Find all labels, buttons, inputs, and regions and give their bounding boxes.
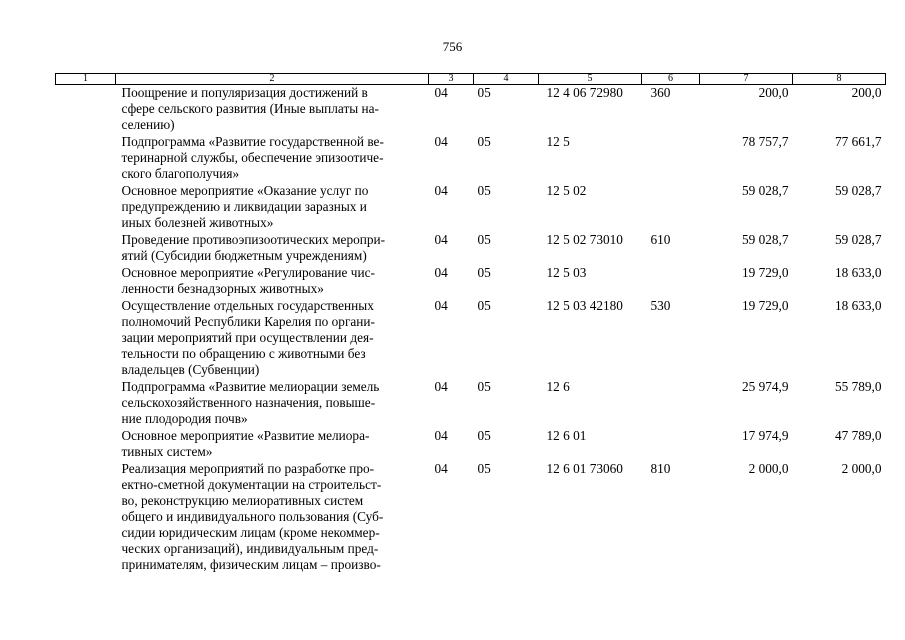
amount-year2-cell: 18 633,0	[834, 298, 882, 313]
item-name-cell	[116, 265, 429, 298]
item-name-line: Основное мероприятие «Развитие мелиора-	[121, 428, 370, 443]
item-name-line: владельцев (Субвенции)	[121, 362, 260, 377]
amount-year2-cell: 47 789,0	[834, 428, 882, 443]
item-name-line: зации мероприятий при осуществлении дея-	[121, 330, 374, 345]
section-code-cell: 04	[434, 298, 448, 313]
row-number-cell	[56, 379, 116, 428]
table-row	[56, 85, 886, 135]
item-name-line: селению)	[121, 117, 175, 132]
item-name-line: сельскохозяйственного назначения, повыше-	[121, 395, 376, 410]
target-article-cell: 12 6 01	[546, 428, 587, 443]
item-name-cell	[116, 461, 429, 574]
expense-type-cell: 360	[650, 85, 671, 100]
item-name-line: Проведение противоэпизоотических меропри-	[121, 232, 386, 247]
target-article-cell: 12 4 06 72980	[546, 85, 623, 100]
expense-type-cell	[642, 134, 700, 183]
item-name-line: Подпрограмма «Развитие мелиорации земель	[121, 379, 380, 394]
section-code-cell: 04	[434, 265, 448, 280]
subsection-code-cell: 05	[477, 85, 491, 100]
subsection-code-cell: 05	[477, 379, 491, 394]
amount-year2-cell: 18 633,0	[834, 265, 882, 280]
amount-year1-cell: 59 028,7	[741, 232, 789, 247]
item-name-cell	[116, 85, 429, 135]
item-name-line: ленности безнадзорных животных»	[121, 281, 324, 296]
target-article-cell: 12 5 03	[546, 265, 587, 280]
amount-year1-cell: 59 028,7	[741, 183, 789, 198]
table-row	[56, 379, 886, 428]
row-number-cell	[56, 461, 116, 574]
item-name-line: Осуществление отдельных государственных	[121, 298, 374, 313]
amount-year2-cell: 200,0	[851, 85, 882, 100]
table-body	[56, 85, 886, 575]
amount-year1-cell: 200,0	[758, 85, 789, 100]
item-name-line: ятий (Субсидии бюджетным учреждениям)	[121, 248, 367, 263]
column-header-2: 2	[116, 74, 429, 85]
item-name-line: принимателям, физическим лицам – произво-	[121, 557, 381, 572]
expense-type-cell: 530	[650, 298, 671, 313]
item-name-line: общего и индивидуального пользования (Суб-	[121, 509, 384, 524]
item-name-line: ческих организаций), индивидуальным пред-	[121, 541, 379, 556]
item-name-line: Поощрение и популяризация достижений в	[121, 85, 368, 100]
item-name-line: иных болезней животных»	[121, 215, 274, 230]
item-name-line: полномочий Республики Карелия по органи-	[121, 314, 375, 329]
section-code-cell: 04	[434, 183, 448, 198]
item-name-line: Основное мероприятие «Регулирование чис-	[121, 265, 375, 280]
item-name-cell	[116, 298, 429, 379]
table-row	[56, 232, 886, 265]
section-code-cell: 04	[434, 461, 448, 476]
subsection-code-cell: 05	[477, 461, 491, 476]
amount-year2-cell: 59 028,7	[834, 232, 882, 247]
subsection-code-cell: 05	[477, 298, 491, 313]
column-number-header-row	[56, 74, 886, 85]
target-article-cell: 12 5 02	[546, 183, 587, 198]
item-name-line: Основное мероприятие «Оказание услуг по	[121, 183, 369, 198]
row-number-cell	[56, 134, 116, 183]
target-article-cell: 12 6	[546, 379, 570, 394]
column-header-3: 3	[429, 74, 474, 85]
section-code-cell: 04	[434, 134, 448, 149]
row-number-cell	[56, 232, 116, 265]
section-code-cell: 04	[434, 232, 448, 247]
amount-year2-cell: 77 661,7	[834, 134, 882, 149]
row-number-cell	[56, 265, 116, 298]
subsection-code-cell: 05	[477, 232, 491, 247]
amount-year2-cell: 59 028,7	[834, 183, 882, 198]
column-header-4: 4	[474, 74, 539, 85]
amount-year2-cell: 55 789,0	[834, 379, 882, 394]
table-row	[56, 265, 886, 298]
item-name-line: Подпрограмма «Развитие государственной ве-	[121, 134, 384, 149]
target-article-cell: 12 6 01 73060	[546, 461, 623, 476]
page-number: 756	[442, 39, 463, 54]
item-name-line: тивных систем»	[121, 444, 213, 459]
expense-type-cell	[642, 183, 700, 232]
item-name-cell	[116, 183, 429, 232]
expense-type-cell	[642, 265, 700, 298]
table-row	[56, 298, 886, 379]
item-name-line: предупреждению и ликвидации заразных и	[121, 199, 367, 214]
target-article-cell: 12 5 03 42180	[546, 298, 623, 313]
expense-type-cell	[642, 428, 700, 461]
budget-table	[55, 73, 886, 574]
table-row	[56, 134, 886, 183]
amount-year1-cell: 17 974,9	[741, 428, 789, 443]
amount-year1-cell: 19 729,0	[741, 298, 789, 313]
subsection-code-cell: 05	[477, 428, 491, 443]
row-number-cell	[56, 183, 116, 232]
item-name-line: ектно-сметной документации на строительст-	[121, 477, 382, 492]
expense-type-cell	[642, 379, 700, 428]
item-name-line: сфере сельского развития (Иные выплаты на-	[121, 101, 379, 116]
item-name-line: ние плодородия почв»	[121, 411, 248, 426]
item-name-line: тельности по обращению с животными без	[121, 346, 366, 361]
item-name-line: ского благополучия»	[121, 166, 240, 181]
row-number-cell	[56, 85, 116, 135]
target-article-cell: 12 5	[546, 134, 570, 149]
row-number-cell	[56, 428, 116, 461]
amount-year1-cell: 25 974,9	[741, 379, 789, 394]
item-name-cell	[116, 232, 429, 265]
section-code-cell: 04	[434, 428, 448, 443]
item-name-line: сидии юридическим лицам (кроме некоммер-	[121, 525, 380, 540]
table-row	[56, 461, 886, 574]
item-name-line: Реализация мероприятий по разработке про-	[121, 461, 375, 476]
column-header-7: 7	[700, 74, 793, 85]
subsection-code-cell: 05	[477, 265, 491, 280]
expense-type-cell: 810	[650, 461, 671, 476]
expense-type-cell: 610	[650, 232, 671, 247]
amount-year1-cell: 19 729,0	[741, 265, 789, 280]
column-header-6: 6	[642, 74, 700, 85]
table-row	[56, 428, 886, 461]
column-header-8: 8	[793, 74, 886, 85]
section-code-cell: 04	[434, 379, 448, 394]
column-header-5: 5	[539, 74, 642, 85]
item-name-cell	[116, 379, 429, 428]
column-header-1: 1	[56, 74, 116, 85]
amount-year1-cell: 78 757,7	[741, 134, 789, 149]
item-name-cell	[116, 428, 429, 461]
amount-year1-cell: 2 000,0	[748, 461, 789, 476]
subsection-code-cell: 05	[477, 183, 491, 198]
target-article-cell: 12 5 02 73010	[546, 232, 623, 247]
table-row	[56, 183, 886, 232]
subsection-code-cell: 05	[477, 134, 491, 149]
amount-year2-cell: 2 000,0	[841, 461, 882, 476]
item-name-line: теринарной службы, обеспечение эпизоотиче-	[121, 150, 384, 165]
row-number-cell	[56, 298, 116, 379]
item-name-cell	[116, 134, 429, 183]
item-name-line: во, реконструкцию мелиоративных систем	[121, 493, 364, 508]
section-code-cell: 04	[434, 85, 448, 100]
